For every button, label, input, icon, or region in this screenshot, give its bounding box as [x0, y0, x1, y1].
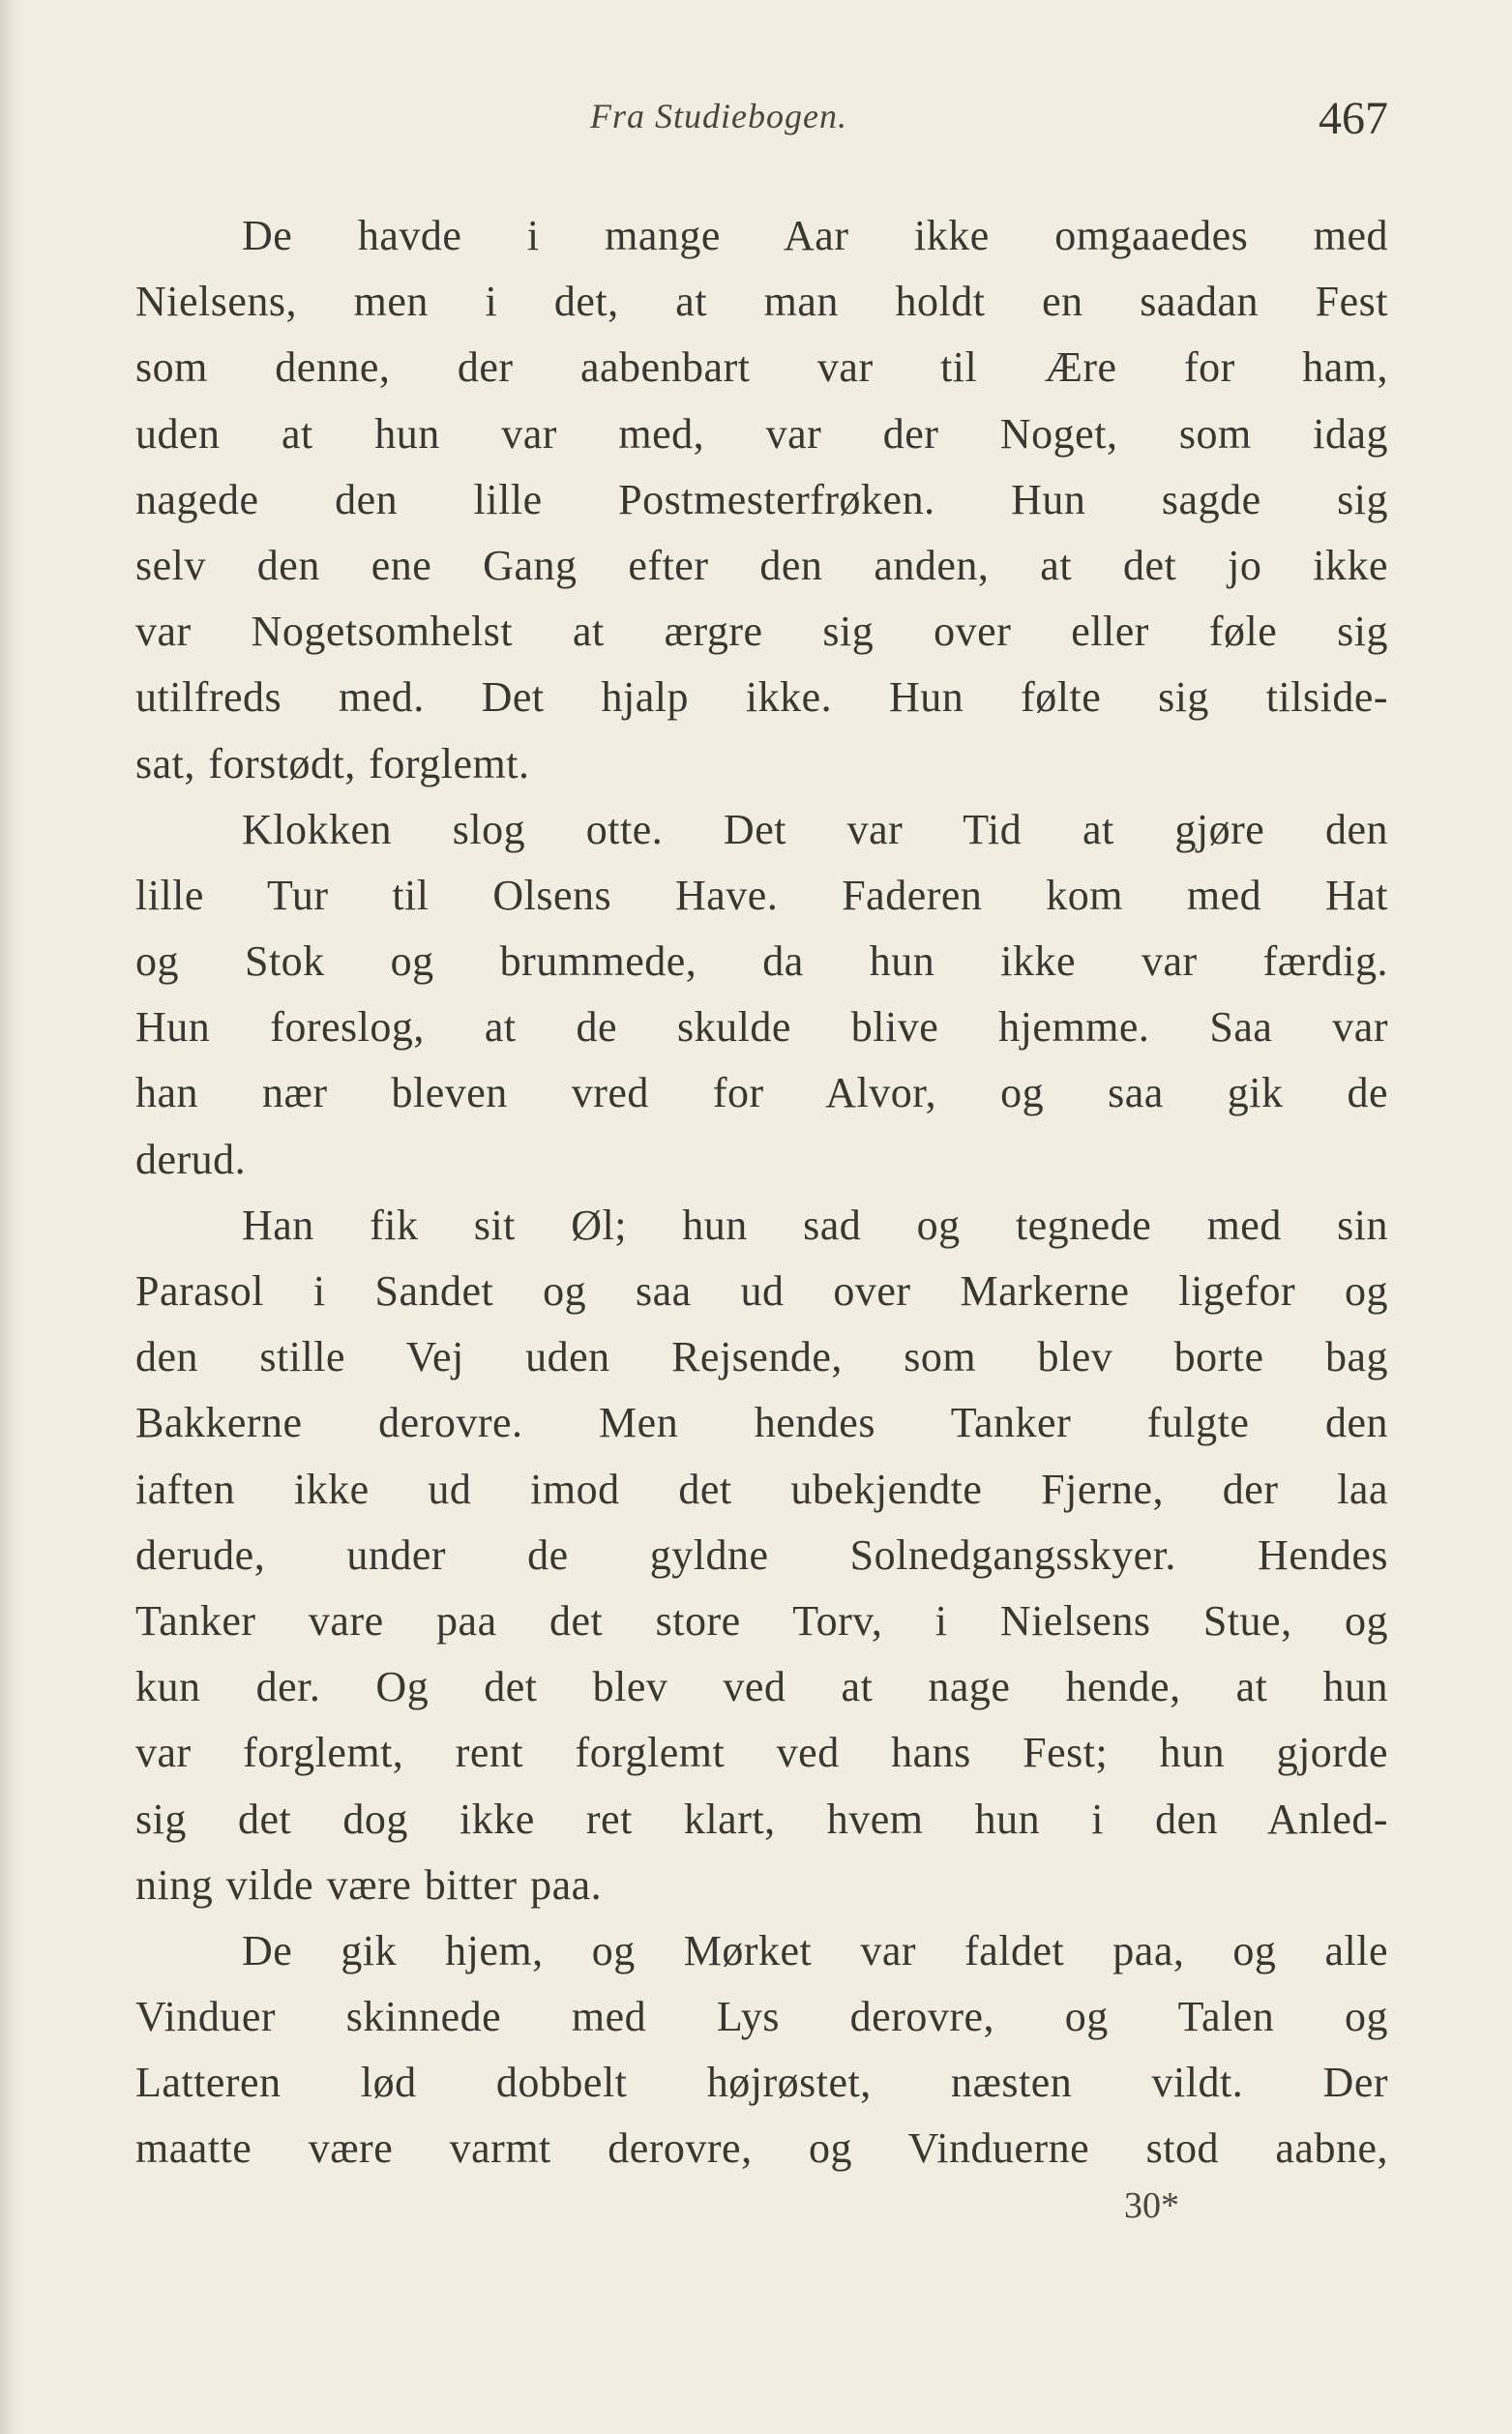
text-line: sig det dog ikke ret klart, hvem hun i den Anled-	[135, 1795, 1388, 1843]
text-line: Parasol i Sandet og saa ud over Markerne ligefor og	[135, 1267, 1388, 1315]
page-number: 467	[1319, 93, 1388, 144]
text-line: De gik hjem, og Mørket var faldet paa, og alle	[242, 1926, 1388, 1974]
body-text	[135, 203, 1388, 2182]
text-line: Tanker vare paa det store Torv, i Nielsens Stue, og	[135, 1596, 1388, 1645]
text-line: Hun foreslog, at de skulde blive hjemme. Saa var	[135, 1003, 1388, 1052]
text-line: og Stok og brummede, da hun ikke var færdig.	[135, 937, 1388, 986]
text-line: Klokken slog otte. Det var Tid at gjøre den	[242, 805, 1388, 853]
text-line: han nær bleven vred for Alvor, og saa gik de	[135, 1069, 1388, 1117]
text-line: Nielsens, men i det, at man holdt en saadan Fest	[135, 278, 1388, 326]
text-line: derud.	[135, 1135, 247, 1183]
text-line: selv den ene Gang efter den anden, at det jo ikke	[135, 541, 1388, 589]
text-line: Latteren lød dobbelt højrøstet, næsten vildt. Der	[135, 2059, 1388, 2107]
text-line: som denne, der aabenbart var til Ære for ham,	[135, 343, 1388, 392]
signature-mark: 30*	[1124, 2185, 1179, 2226]
text-line: den stille Vej uden Rejsende, som blev borte bag	[135, 1333, 1388, 1381]
text-line: lille Tur til Olsens Have. Faderen kom med Hat	[135, 871, 1388, 919]
text-line: ning vilde være bitter paa.	[135, 1860, 603, 1909]
running-head: Fra Studiebogen.	[590, 97, 847, 135]
text-line: maatte være varmt derovre, og Vinduerne stod aabne,	[135, 2124, 1388, 2173]
spine-shadow	[0, 0, 21, 2434]
text-line: utilfreds med. Det hjalp ikke. Hun følte sig tilside-	[135, 673, 1388, 722]
text-line: sat, forstødt, forglemt.	[135, 739, 530, 787]
text-line: derude, under de gyldne Solnedgangsskyer. Hendes	[135, 1530, 1388, 1579]
text-line: nagede den lille Postmesterfrøken. Hun sagde sig	[135, 475, 1388, 523]
page-header	[135, 92, 1388, 150]
text-line: var Nogetsomhelst at ærgre sig over eller føle sig	[135, 608, 1388, 656]
text-line: Bakkerne derovre. Men hendes Tanker fulgte den	[135, 1399, 1388, 1447]
text-line: var forglemt, rent forglemt ved hans Fest; hun gjorde	[135, 1729, 1388, 1777]
text-line: Vinduer skinnede med Lys derovre, og Talen og	[135, 1993, 1388, 2041]
text-line: iaften ikke ud imod det ubekjendte Fjerne, der laa	[135, 1465, 1388, 1513]
text-line: kun der. Og det blev ved at nage hende, at hun	[135, 1663, 1388, 1711]
text-line: De havde i mange Aar ikke omgaaedes med	[242, 212, 1388, 259]
text-line: Han fik sit Øl; hun sad og tegnede med sin	[242, 1201, 1388, 1249]
text-line: uden at hun var med, var der Noget, som idag	[135, 409, 1388, 458]
